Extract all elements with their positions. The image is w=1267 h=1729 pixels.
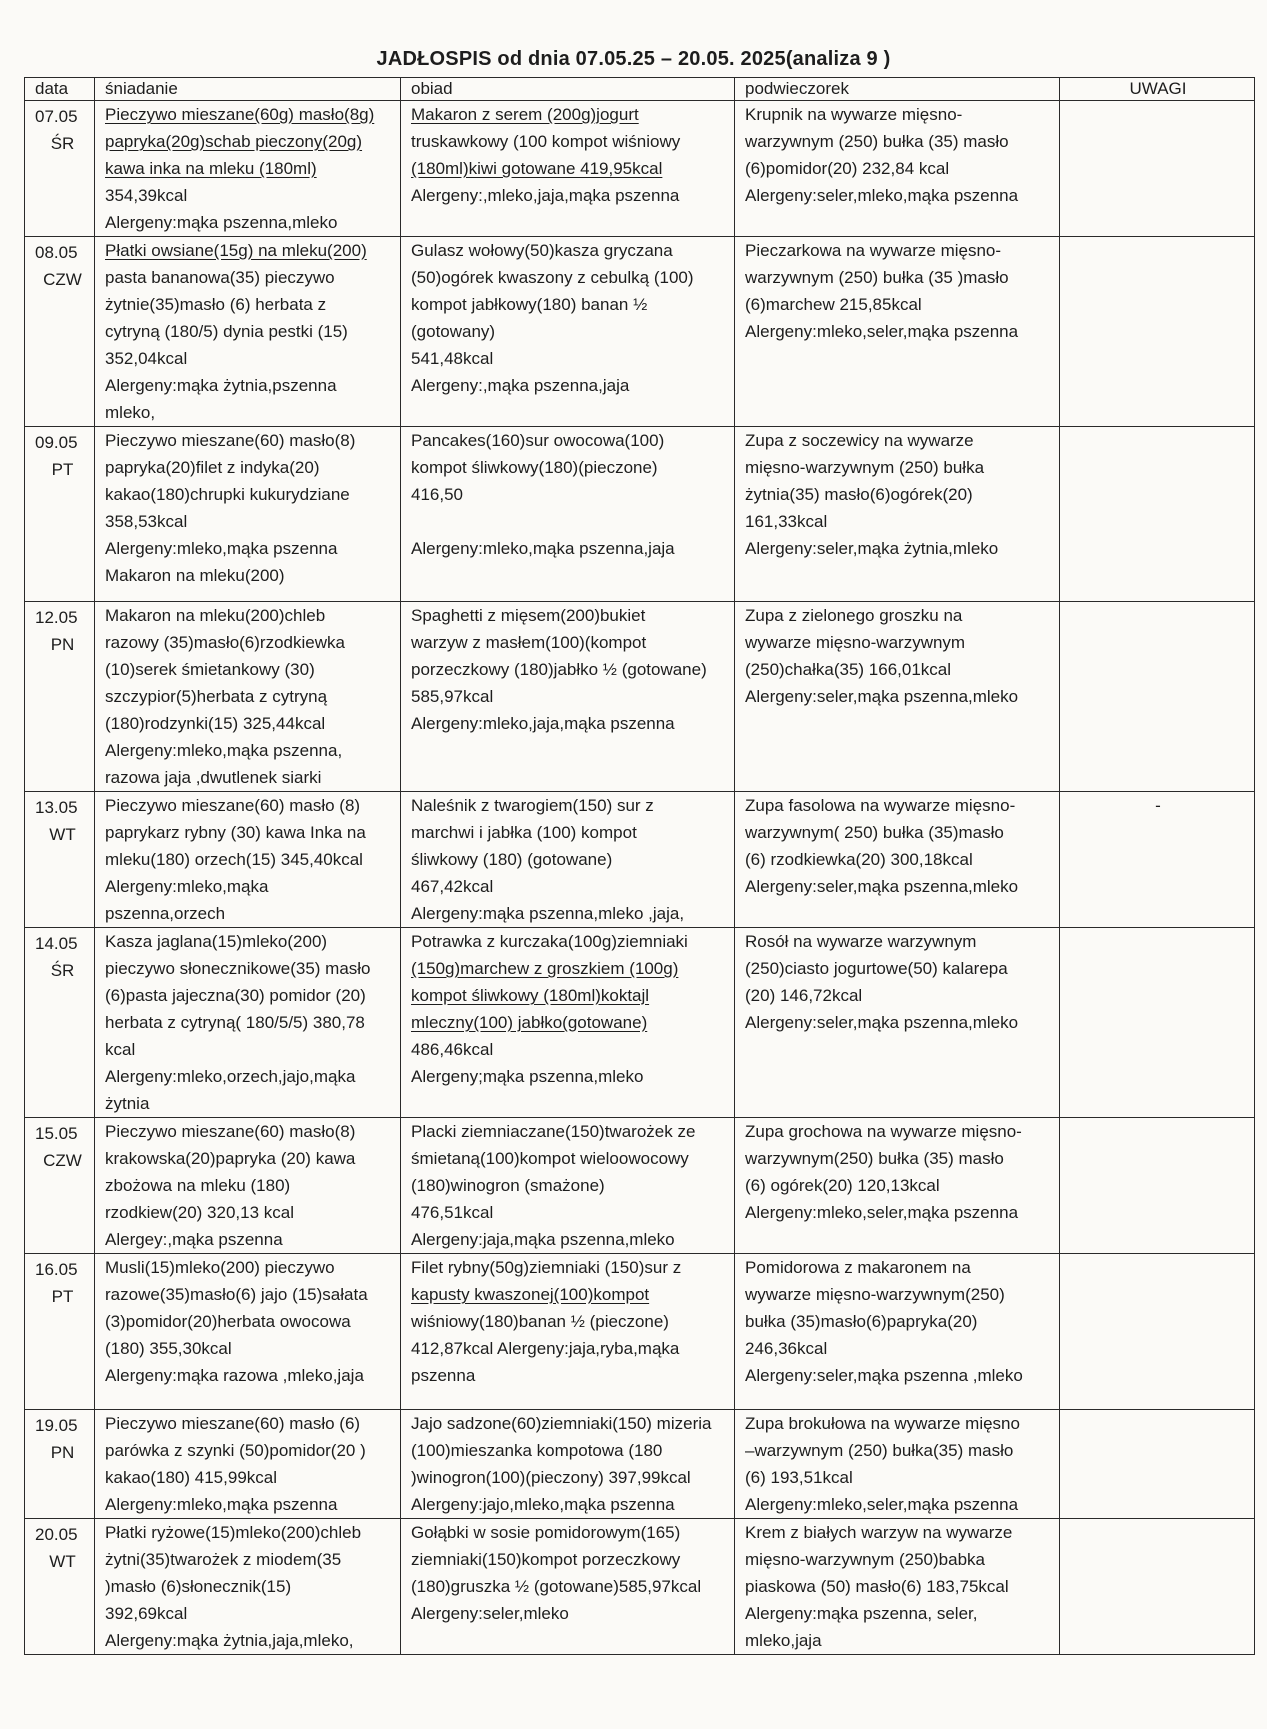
menu-line: pasta bananowa(35) pieczywo	[105, 268, 335, 287]
menu-line: razowe(35)masło(6) jajo (15)sałata	[105, 1285, 368, 1304]
menu-row	[25, 1118, 1255, 1254]
menu-line: marchwi i jabłka (100) kompot	[411, 823, 637, 842]
header-lunch: obiad	[401, 78, 735, 101]
menu-line: razowa jaja ,dwutlenek siarki	[105, 768, 322, 787]
menu-line: pieczywo słonecznikowe(35) masło	[105, 959, 371, 978]
menu-line: Alergeny:mleko,orzech,jajo,mąka	[105, 1067, 356, 1086]
snack-cell	[735, 928, 1060, 1118]
menu-line: 412,87kcal Alergeny:jaja,ryba,mąka	[411, 1339, 680, 1358]
menu-line: (100)mieszanka kompotowa (180	[411, 1441, 663, 1460]
menu-line: warzywnym (250) bułka (35) masło	[745, 132, 1009, 151]
snack-cell	[735, 1410, 1060, 1519]
menu-line: Pieczarkowa na wywarze mięsno-	[745, 241, 1002, 260]
breakfast-cell	[95, 1254, 401, 1410]
snack-cell	[735, 1254, 1060, 1410]
menu-line: Alergeny:mleko,mąka pszenna,	[105, 741, 343, 760]
breakfast-cell	[95, 101, 401, 237]
menu-line: Makaron z serem (200g)jogurt	[411, 105, 639, 124]
lunch-cell	[401, 1410, 735, 1519]
menu-line: cytryną (180/5) dynia pestki (15)	[105, 322, 348, 341]
menu-title: JADŁOSPIS od dnia 07.05.25 – 20.05. 2025(analiza 9 )	[376, 48, 891, 70]
menu-line: (180)winogron (smażone)	[411, 1176, 605, 1195]
menu-line: parówka z szynki (50)pomidor(20 )	[105, 1441, 366, 1460]
menu-line: Alergeny:mleko,mąka pszenna,jaja	[411, 539, 675, 558]
notes-cell	[1060, 792, 1255, 928]
notes-cell	[1060, 1118, 1255, 1254]
menu-line: 246,36kcal	[745, 1339, 828, 1358]
weekday: PT	[51, 460, 74, 479]
menu-line: Spaghetti z mięsem(200)bukiet	[411, 606, 646, 625]
menu-line: Alergeny:mleko,mąka	[105, 877, 269, 896]
snack-cell	[735, 1519, 1060, 1655]
menu-line: (3)pomidor(20)herbata owocowa	[105, 1312, 351, 1331]
menu-line: Alergeny:seler,mleko	[411, 1604, 569, 1623]
menu-line: Alergeny:seler,mąka pszenna,mleko	[745, 687, 1019, 706]
menu-line: (10)serek śmietankowy (30)	[105, 660, 315, 679]
menu-row	[25, 1410, 1255, 1519]
menu-line: (6)pomidor(20) 232,84 kcal	[745, 159, 950, 178]
menu-line: śliwkowy (180) (gotowane)	[411, 850, 613, 869]
weekday: ŚR	[50, 961, 75, 980]
menu-line: (250)ciasto jogurtowe(50) kalarepa	[745, 959, 1008, 978]
notes-cell	[1060, 101, 1255, 237]
menu-row	[25, 792, 1255, 928]
menu-line: Pieczywo mieszane(60) masło(8)	[105, 431, 356, 450]
menu-line: Pomidorowa z makaronem na	[745, 1258, 971, 1277]
menu-line: kapusty kwaszonej(100)kompot	[411, 1285, 650, 1304]
menu-line: (6)marchew 215,85kcal	[745, 295, 922, 314]
snack-cell	[735, 101, 1060, 237]
lunch-cell	[401, 928, 735, 1118]
date-value: 13.05	[35, 798, 78, 817]
menu-line: mleko,	[105, 403, 156, 422]
menu-line: 416,50	[411, 485, 463, 504]
menu-line: Alergeny:mleko,seler,mąka pszenna	[745, 322, 1019, 341]
menu-line: Pieczywo mieszane(60) masło (8)	[105, 796, 361, 815]
menu-line: )winogron(100)(pieczony) 397,99kcal	[411, 1468, 691, 1487]
menu-line: Alergeny:seler,mleko,mąka pszenna	[745, 186, 1019, 205]
menu-row	[25, 427, 1255, 602]
menu-line: wywarze mięsno-warzywnym	[745, 633, 966, 652]
menu-line: Musli(15)mleko(200) pieczywo	[105, 1258, 335, 1277]
menu-line: warzyw z masłem(100)(kompot	[411, 633, 647, 652]
menu-row	[25, 1254, 1255, 1410]
menu-line: razowy (35)masło(6)rzodkiewka	[105, 633, 345, 652]
menu-line: Alergeny:jajo,mleko,mąka pszenna	[411, 1495, 675, 1514]
menu-line: Alergeny:mleko,seler,mąka pszenna	[745, 1495, 1019, 1514]
header-date: data	[25, 78, 95, 101]
menu-line: (180)gruszka ½ (gotowane)585,97kcal	[411, 1577, 702, 1596]
menu-line: 161,33kcal	[745, 512, 828, 531]
header-notes: UWAGI	[1060, 78, 1255, 101]
menu-line: pszenna,orzech	[105, 904, 226, 923]
menu-line: wiśniowy(180)banan ½ (pieczone)	[411, 1312, 669, 1331]
menu-line: Alergeny:mleko,jaja,mąka pszenna	[411, 714, 675, 733]
menu-line: rzodkiew(20) 320,13 kcal	[105, 1203, 294, 1222]
menu-line: wywarze mięsno-warzywnym(250)	[745, 1285, 1005, 1304]
menu-line: (250)chałka(35) 166,01kcal	[745, 660, 952, 679]
menu-row	[25, 237, 1255, 427]
menu-line: (150g)marchew z groszkiem (100g)	[411, 959, 679, 978]
snack-cell	[735, 427, 1060, 602]
menu-line: Alergeny:mąka żytnia,jaja,mleko,	[105, 1631, 354, 1650]
date-cell	[25, 1118, 95, 1254]
menu-line: Płatki ryżowe(15)mleko(200)chleb	[105, 1523, 362, 1542]
snack-cell	[735, 602, 1060, 792]
menu-line: 352,04kcal	[105, 349, 188, 368]
date-value: 14.05	[35, 934, 78, 953]
menu-line: ziemniaki(150)kompot porzeczkowy	[411, 1550, 681, 1569]
menu-line: Filet rybny(50g)ziemniaki (150)sur z	[411, 1258, 682, 1277]
notes-cell	[1060, 1254, 1255, 1410]
menu-line: Alergeny:mleko,mąka pszenna	[105, 539, 338, 558]
menu-line: Potrawka z kurczaka(100g)ziemniaki	[411, 932, 688, 951]
menu-line: Zupa z soczewicy na wywarze	[745, 431, 974, 450]
date-cell	[25, 1410, 95, 1519]
menu-line: (6)pasta jajeczna(30) pomidor (20)	[105, 986, 366, 1005]
notes-cell	[1060, 1410, 1255, 1519]
header-breakfast: śniadanie	[95, 78, 401, 101]
menu-line: Gulasz wołowy(50)kasza gryczana	[411, 241, 673, 260]
date-value: 07.05	[35, 107, 78, 126]
menu-line: 392,69kcal	[105, 1604, 188, 1623]
menu-line: Alergeny:mąka pszenna,mleko	[105, 213, 338, 232]
weekday: PN	[50, 1443, 75, 1462]
lunch-cell	[401, 1118, 735, 1254]
breakfast-cell	[95, 928, 401, 1118]
weekday: CZW	[43, 1151, 82, 1170]
lunch-cell	[401, 237, 735, 427]
date-value: 16.05	[35, 1260, 78, 1279]
date-value: 08.05	[35, 243, 78, 262]
date-value: 09.05	[35, 433, 78, 452]
menu-line: bułka (35)masło(6)papryka(20)	[745, 1312, 978, 1331]
date-cell	[25, 602, 95, 792]
header-row	[25, 78, 1255, 101]
notes-cell	[1060, 602, 1255, 792]
menu-line: szczypior(5)herbata z cytryną	[105, 687, 328, 706]
menu-line: Zupa fasolowa na wywarze mięsno-	[745, 796, 1016, 815]
snack-cell	[735, 1118, 1060, 1254]
menu-line: Pancakes(160)sur owocowa(100)	[411, 431, 665, 450]
menu-line: paprykarz rybny (30) kawa Inka na	[105, 823, 366, 842]
weekday: CZW	[43, 270, 82, 289]
header-snack: podwieczorek	[735, 78, 1060, 101]
menu-body	[25, 101, 1255, 1655]
notes-cell	[1060, 1519, 1255, 1655]
weekday: WT	[49, 825, 76, 844]
weekday: WT	[49, 1552, 76, 1571]
menu-line: (6) rzodkiewka(20) 300,18kcal	[745, 850, 973, 869]
menu-line: Alergeny:seler,mąka pszenna,mleko	[745, 877, 1019, 896]
menu-line: Alergeny;mąka pszenna,mleko	[411, 1067, 644, 1086]
menu-table	[24, 77, 1255, 1655]
date-value: 20.05	[35, 1525, 78, 1544]
date-value: 12.05	[35, 608, 78, 627]
lunch-cell	[401, 792, 735, 928]
menu-line: mleczny(100) jabłko(gotowane)	[411, 1013, 648, 1032]
menu-line	[411, 508, 726, 535]
menu-line: mięsno-warzywnym (250)babka	[745, 1550, 985, 1569]
menu-line: Krem z białych warzyw na wywarze	[745, 1523, 1013, 1542]
menu-line: warzywnym( 250) bułka (35)masło	[745, 823, 1004, 842]
menu-line: 467,42kcal	[411, 877, 494, 896]
menu-line: Alergeny:seler,mąka żytnia,mleko	[745, 539, 999, 558]
date-value: 15.05	[35, 1124, 78, 1143]
menu-line: Alergeny:mąka razowa ,mleko,jaja	[105, 1366, 364, 1385]
date-cell	[25, 792, 95, 928]
menu-line: mleku(180) orzech(15) 345,40kcal	[105, 850, 363, 869]
menu-line: (180)rodzynki(15) 325,44kcal	[105, 714, 326, 733]
breakfast-cell	[95, 602, 401, 792]
menu-line: Kasza jaglana(15)mleko(200)	[105, 932, 328, 951]
menu-line: Krupnik na wywarze mięsno-	[745, 105, 963, 124]
menu-line: Naleśnik z twarogiem(150) sur z	[411, 796, 654, 815]
menu-line: kcal	[105, 1040, 136, 1059]
menu-line: papryka(20g)schab pieczony(20g)	[105, 132, 363, 151]
menu-line: Alergeny:seler,mąka pszenna ,mleko	[745, 1366, 1023, 1385]
breakfast-cell	[95, 792, 401, 928]
date-value: 19.05	[35, 1416, 78, 1435]
menu-line: Alergeny:,mleko,jaja,mąka pszenna	[411, 186, 680, 205]
menu-row	[25, 101, 1255, 237]
menu-row	[25, 928, 1255, 1118]
menu-line: )masło (6)słonecznik(15)	[105, 1577, 292, 1596]
date-cell	[25, 237, 95, 427]
breakfast-cell	[95, 1410, 401, 1519]
date-cell	[25, 1519, 95, 1655]
breakfast-cell	[95, 1118, 401, 1254]
menu-line: Pieczywo mieszane(60) masło(8)	[105, 1122, 356, 1141]
breakfast-cell	[95, 427, 401, 602]
menu-line: Alergeny:seler,mąka pszenna,mleko	[745, 1013, 1019, 1032]
menu-line: Zupa grochowa na wywarze mięsno-	[745, 1122, 1022, 1141]
menu-line: Alergeny:mąka pszenna, seler,	[745, 1604, 978, 1623]
lunch-cell	[401, 1254, 735, 1410]
menu-line: Alergeny:,mąka pszenna,jaja	[411, 376, 630, 395]
date-cell	[25, 101, 95, 237]
menu-line: Gołąbki w sosie pomidorowym(165)	[411, 1523, 681, 1542]
menu-line: Alergeny:mleko,mąka pszenna	[105, 1495, 338, 1514]
menu-line: kompot śliwkowy(180)(pieczone)	[411, 458, 658, 477]
menu-line: zbożowa na mleku (180)	[105, 1176, 291, 1195]
menu-line: porzeczkowy (180)jabłko ½ (gotowane)	[411, 660, 707, 679]
menu-line: 354,39kcal	[105, 186, 188, 205]
menu-line: Jajo sadzone(60)ziemniaki(150) mizeria	[411, 1414, 712, 1433]
menu-line: 585,97kcal	[411, 687, 494, 706]
weekday: PT	[51, 1287, 74, 1306]
menu-line: kakao(180) 415,99kcal	[105, 1468, 278, 1487]
snack-cell	[735, 237, 1060, 427]
notes-cell	[1060, 928, 1255, 1118]
notes-value: -	[1155, 796, 1161, 815]
menu-line: Alergeny:jaja,mąka pszenna,mleko	[411, 1230, 675, 1249]
snack-cell	[735, 792, 1060, 928]
lunch-cell	[401, 602, 735, 792]
menu-line: 358,53kcal	[105, 512, 188, 531]
menu-line: Makaron na mleku(200)chleb	[105, 606, 326, 625]
menu-line: (20) 146,72kcal	[745, 986, 863, 1005]
menu-line: Makaron na mleku(200)	[105, 566, 285, 585]
menu-line: Alergeny:mąka pszenna,mleko ,jaja,	[411, 904, 685, 923]
menu-line: 476,51kcal	[411, 1203, 494, 1222]
menu-line: żytnie(35)masło (6) herbata z	[105, 295, 327, 314]
menu-line: Płatki owsiane(15g) na mleku(200)	[105, 241, 367, 260]
menu-line: kompot śliwkowy (180ml)koktajl	[411, 986, 650, 1005]
menu-line: truskawkowy (100 kompot wiśniowy	[411, 132, 681, 151]
menu-line: Zupa brokułowa na wywarze mięsno	[745, 1414, 1020, 1433]
menu-line: warzywnym (250) bułka (35 )masło	[745, 268, 1009, 287]
date-cell	[25, 1254, 95, 1410]
menu-line: herbata z cytryną( 180/5/5) 380,78	[105, 1013, 365, 1032]
menu-line: Alergeny:mąka żytnia,pszenna	[105, 376, 337, 395]
menu-row	[25, 1519, 1255, 1655]
breakfast-cell	[95, 1519, 401, 1655]
date-cell	[25, 928, 95, 1118]
menu-line: (50)ogórek kwaszony z cebulką (100)	[411, 268, 694, 287]
date-cell	[25, 427, 95, 602]
menu-line: (180ml)kiwi gotowane 419,95kcal	[411, 159, 663, 178]
menu-line: papryka(20)filet z indyka(20)	[105, 458, 320, 477]
lunch-cell	[401, 1519, 735, 1655]
menu-line: Zupa z zielonego groszku na	[745, 606, 963, 625]
menu-line: 541,48kcal	[411, 349, 494, 368]
menu-line: Placki ziemniaczane(150)twarożek ze	[411, 1122, 696, 1141]
menu-line: żytni(35)twarożek z miodem(35	[105, 1550, 342, 1569]
menu-line: Rosół na wywarze warzywnym	[745, 932, 977, 951]
menu-line: mleko,jaja	[745, 1631, 822, 1650]
notes-cell	[1060, 237, 1255, 427]
menu-line: Alergeny:mleko,seler,mąka pszenna	[745, 1203, 1019, 1222]
menu-line: mięsno-warzywnym (250) bułka	[745, 458, 985, 477]
menu-line: pszenna	[411, 1366, 476, 1385]
menu-line: piaskowa (50) masło(6) 183,75kcal	[745, 1577, 1009, 1596]
menu-line: –warzywnym (250) bułka(35) masło	[745, 1441, 1014, 1460]
menu-row	[25, 602, 1255, 792]
notes-cell	[1060, 427, 1255, 602]
menu-line: Alergey:,mąka pszenna	[105, 1230, 283, 1249]
menu-line: Pieczywo mieszane(60g) masło(8g)	[105, 105, 375, 124]
menu-line: śmietaną(100)kompot wieloowocowy	[411, 1149, 689, 1168]
weekday: PN	[50, 635, 75, 654]
menu-line: (6) ogórek(20) 120,13kcal	[745, 1176, 940, 1195]
lunch-cell	[401, 427, 735, 602]
weekday: ŚR	[50, 134, 75, 153]
menu-line: krakowska(20)papryka (20) kawa	[105, 1149, 356, 1168]
menu-line: Pieczywo mieszane(60) masło (6)	[105, 1414, 361, 1433]
menu-line: żytnia	[105, 1094, 150, 1113]
breakfast-cell	[95, 237, 401, 427]
menu-line: (gotowany)	[411, 322, 496, 341]
menu-line: żytnia(35) masło(6)ogórek(20)	[745, 485, 973, 504]
menu-line: 486,46kcal	[411, 1040, 494, 1059]
menu-line: (6) 193,51kcal	[745, 1468, 853, 1487]
menu-line: (180) 355,30kcal	[105, 1339, 232, 1358]
menu-line: kakao(180)chrupki kukurydziane	[105, 485, 350, 504]
menu-line: kawa inka na mleku (180ml)	[105, 159, 317, 178]
menu-line: kompot jabłkowy(180) banan ½	[411, 295, 648, 314]
lunch-cell	[401, 101, 735, 237]
menu-line: warzywnym(250) bułka (35) masło	[745, 1149, 1004, 1168]
